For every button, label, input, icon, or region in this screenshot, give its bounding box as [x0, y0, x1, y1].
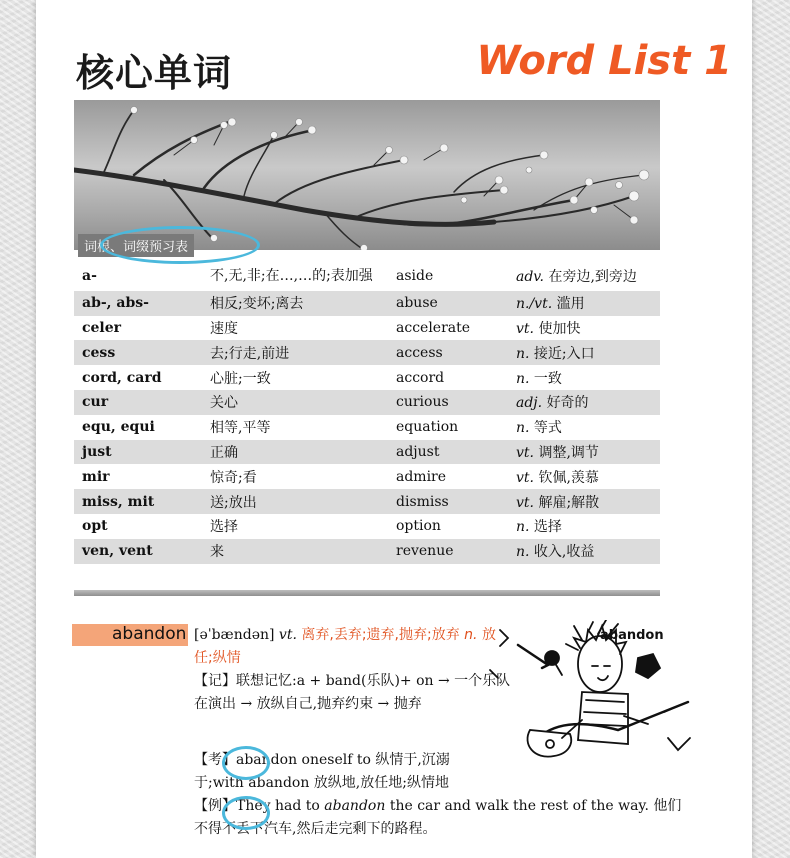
word-cell: equation: [396, 419, 459, 436]
definition-cell: [508, 539, 660, 564]
entry-headword: abandon: [112, 624, 187, 644]
memo-text: 联想记忆:a + band(乐队)+ on → 一个乐队在演出 → 放纵自己,抛弃约束 → 抛弃: [194, 673, 511, 712]
pos-label: n.: [516, 519, 530, 536]
meaning-cell: 惊奇;看: [210, 469, 257, 486]
table-row: [74, 316, 660, 341]
table-row: [74, 489, 660, 514]
word-cell: access: [388, 340, 508, 365]
highlight-circle: [222, 746, 270, 780]
root-cell: miss, mit: [74, 489, 202, 514]
highlight-circle: [222, 796, 270, 830]
entry-pos: vt.: [278, 627, 297, 643]
word-cell: admire: [396, 468, 447, 485]
example-text-post: the car and walk the rest of the way. 他们不得不丢下汽车,然后走完剩下的路程。: [194, 798, 682, 837]
meaning-cell: 正确: [202, 440, 388, 465]
word-cell: adjust: [388, 440, 508, 465]
word-cell: curious: [388, 390, 508, 415]
illustration-label: abandon: [600, 628, 664, 643]
meaning-cell: 相反;变坏;离去: [202, 291, 388, 316]
entry-phonetic: [əˈbændən]: [194, 627, 275, 643]
table-row: [74, 539, 660, 564]
example-text-pre: They had to: [236, 798, 325, 814]
root-cell: just: [74, 440, 202, 465]
definition-cell: [508, 291, 660, 316]
definition-text: 等式: [533, 420, 562, 437]
definition-text: 解雇;解散: [538, 494, 600, 511]
rocker-guitar-icon: [478, 620, 700, 770]
table-row: [74, 415, 660, 440]
definition-cell: [508, 262, 660, 291]
guitarist-illustration: [478, 620, 700, 770]
definition-cell: [508, 440, 660, 465]
root-cell: celer: [82, 319, 122, 336]
pos-label: adj.: [516, 395, 543, 412]
definition-text: 在旁边,到旁边: [548, 269, 637, 286]
pos-label: n.: [516, 544, 530, 561]
definition-text: 滥用: [556, 296, 585, 313]
word-cell: abuse: [388, 291, 508, 316]
entry-definition: [194, 624, 512, 716]
definition-text: 收入,收益: [533, 544, 595, 561]
table-row: [74, 365, 660, 390]
meaning-cell: 关心: [202, 390, 388, 415]
table-row: [74, 291, 660, 316]
pos-label: n./vt.: [516, 296, 553, 313]
meaning-cell: 选择: [210, 519, 238, 536]
definition-cell: [508, 464, 660, 489]
word-cell: option: [396, 518, 441, 535]
root-cell: ven, vent: [74, 539, 202, 564]
pos-label: n.: [516, 420, 530, 437]
table-row: [74, 514, 660, 539]
entry-meaning: 离弃,丢弃;遗弃,抛弃;放弃: [301, 627, 460, 643]
word-cell: accelerate: [396, 319, 471, 336]
meaning-cell: 不,无,非;在…,…的;表加强: [210, 268, 373, 285]
meaning-cell: 速度: [210, 320, 238, 337]
pos-label: adv.: [516, 269, 545, 286]
meaning-cell: 送;放出: [202, 489, 388, 514]
definition-cell: [508, 415, 660, 440]
definition-text: 钦佩,羡慕: [538, 469, 599, 486]
example-tag: 【例】: [194, 798, 236, 814]
page-title-english: Word List 1: [476, 38, 732, 84]
example-keyword: abandon: [324, 798, 386, 814]
definition-cell: [508, 365, 660, 390]
pos-label: vt.: [516, 469, 534, 486]
root-cell: a-: [82, 268, 97, 285]
word-cell: aside: [396, 268, 434, 285]
meaning-cell: 心脏;一致: [210, 370, 271, 387]
pos-label: n.: [516, 345, 530, 362]
root-cell: cur: [74, 390, 202, 415]
pos-label: vt.: [516, 320, 534, 337]
definition-text: 调整,调节: [538, 444, 599, 461]
root-cell: cess: [74, 340, 202, 365]
highlight-circle: [100, 226, 260, 264]
root-cell: cord, card: [82, 369, 162, 386]
definition-text: 一致: [533, 370, 562, 387]
word-cell: accord: [396, 369, 445, 386]
definition-cell: [508, 340, 660, 365]
root-cell: mir: [82, 468, 110, 485]
definition-cell: [508, 390, 660, 415]
definition-text: 选择: [533, 519, 562, 536]
word-cell: dismiss: [388, 489, 508, 514]
page-title-chinese: 核心单词: [76, 51, 233, 95]
meaning-cell: 相等,平等: [210, 420, 271, 437]
pos-label: vt.: [516, 494, 534, 511]
exam-tag: 【考】: [194, 752, 236, 768]
banner-label: 词根、词缀预习表: [78, 234, 194, 257]
entry-meaning-noun: 放任;纵情: [194, 627, 496, 666]
table-row: [74, 390, 660, 415]
definition-cell: [508, 316, 660, 341]
definition-text: 接近;入口: [533, 345, 595, 362]
word-cell: revenue: [388, 539, 508, 564]
definition-text: 好奇的: [546, 395, 589, 412]
definition-cell: [508, 514, 660, 539]
entry-pos-noun: n.: [464, 627, 478, 643]
pos-label: n.: [516, 370, 530, 387]
exam-text: abandon oneself to 纵情于,沉溺于;with abandon 放纵地,放任地;纵情地: [194, 752, 450, 791]
table-row: [74, 440, 660, 465]
meaning-cell: 去;行走,前进: [202, 340, 388, 365]
table-bottom-rule: [74, 590, 660, 596]
root-cell: opt: [82, 518, 108, 535]
table-row: [74, 464, 660, 489]
meaning-cell: 来: [202, 539, 388, 564]
root-cell: equ, equi: [82, 419, 155, 436]
pos-label: vt.: [516, 444, 534, 461]
table-row: [74, 340, 660, 365]
roots-table: [74, 262, 660, 564]
definition-cell: [508, 489, 660, 514]
root-cell: ab-, abs-: [74, 291, 202, 316]
table-row: [74, 262, 660, 291]
definition-text: 使加快: [538, 320, 581, 337]
memo-tag: 【记】: [194, 673, 236, 689]
